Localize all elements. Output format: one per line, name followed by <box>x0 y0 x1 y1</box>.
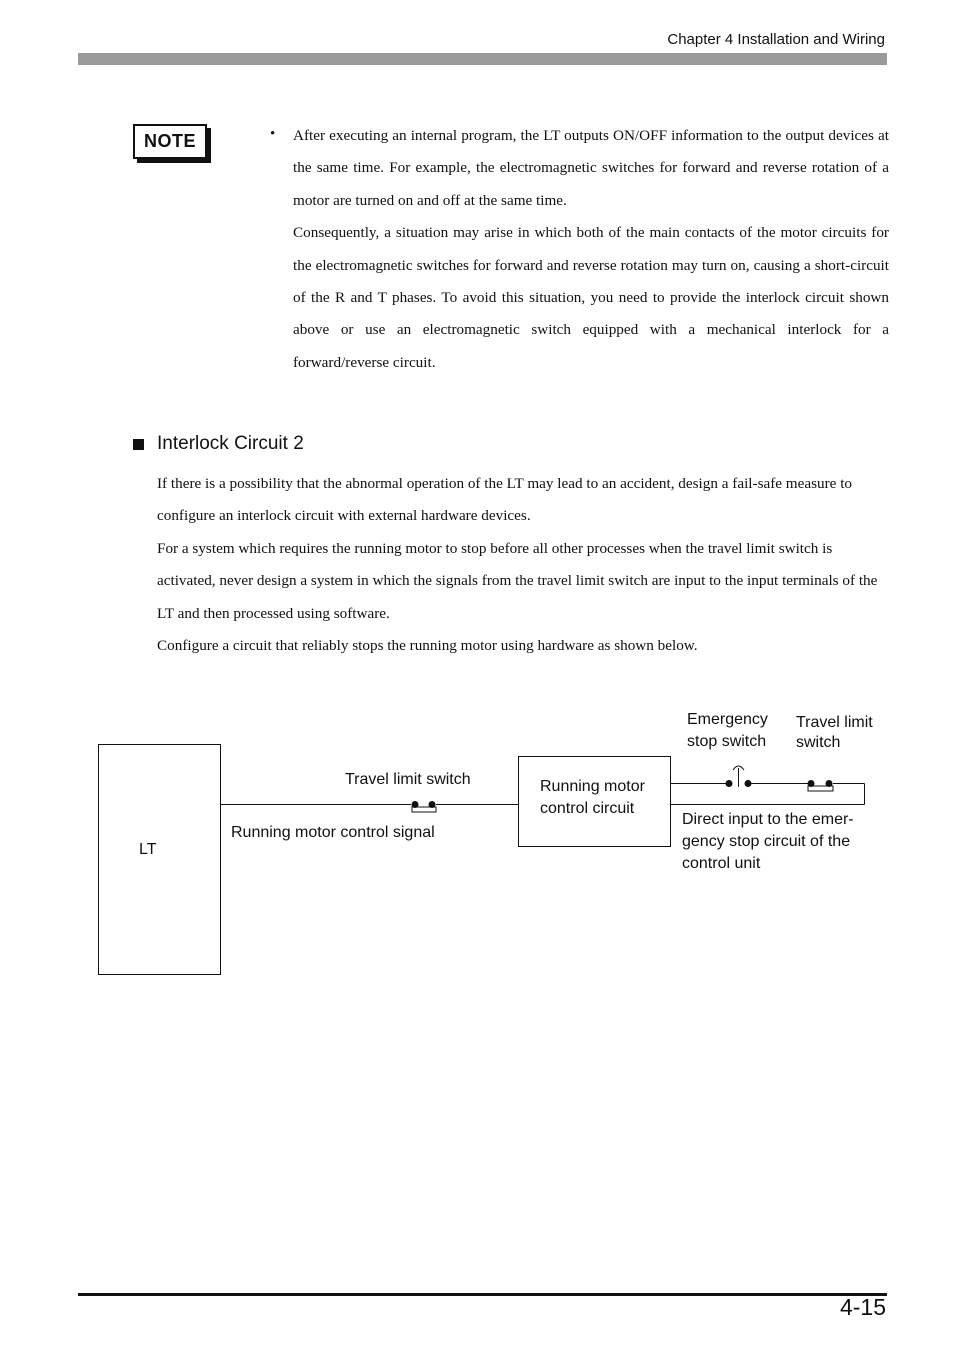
direct-input-label-line2: gency stop circuit of the <box>682 833 851 850</box>
note-paragraph: After executing an internal program, the LT outputs ON/OFF information to the output devices at the same time. For example, the electromagnetic switches for forward and reverse rotation of a motor are turned on and off at the same time. <box>293 127 889 209</box>
section-heading <box>133 433 304 455</box>
travel-limit-switch-label: Travel limit switch <box>345 771 471 788</box>
note-bullet: • <box>270 126 276 142</box>
emergency-stop-switch-symbol <box>726 766 752 787</box>
emergency-stop-label-line2: stop switch <box>687 733 767 750</box>
direct-input-label-line1: Direct input to the emer- <box>682 811 854 828</box>
lt-label: LT <box>139 841 157 858</box>
body-paragraph: Configure a circuit that reliably stops the running motor using hardware as shown below. <box>157 637 698 655</box>
direct-input-label-line3: control unit <box>682 855 761 872</box>
page-number: 4-15 <box>839 1294 886 1320</box>
chapter-header: Chapter 4 Installation and Wiring <box>667 31 885 48</box>
interlock-circuit-diagram <box>0 680 954 1000</box>
control-signal-label: Running motor control signal <box>231 824 435 841</box>
travel-limit-right-label-line1: Travel limit <box>796 714 873 731</box>
control-circuit-label-line2: control circuit <box>540 800 635 817</box>
travel-limit-switch-symbol <box>412 801 437 812</box>
control-circuit-label-line1: Running motor <box>540 778 645 795</box>
emergency-stop-label-line1: Emergency <box>687 711 768 728</box>
note-text <box>293 120 889 379</box>
footer-rule <box>78 1293 887 1296</box>
body-paragraph: For a system which requires the running motor to stop before all other processes when the travel limit switch is activated, never design a system in which the signals from the travel limit switch are input to the input terminals of the LT and then processed using software. <box>157 539 878 622</box>
travel-limit-switch-right-symbol <box>808 780 834 791</box>
square-bullet-icon <box>133 439 144 450</box>
section-body <box>157 468 887 662</box>
lt-box <box>99 745 221 975</box>
body-paragraph: If there is a possibility that the abnormal operation of the LT may lead to an accident, design a fail-safe measure to configure an interlock circuit with external hardware devices. <box>157 475 853 525</box>
travel-limit-right-label-line2: switch <box>796 734 841 751</box>
header-bar <box>78 53 887 65</box>
note-paragraph: Consequently, a situation may arise in which both of the main contacts of the motor circuits for the electromagnetic switches for forward and reverse rotation may turn on, causing a short-circuit of the R and T phases. To avoid this situation, you need to provide the interlock circuit shown above or use an electromagnetic switch equipped with a mechanical interlock for a forward/reverse circuit. <box>293 224 889 371</box>
section-heading-text: Interlock Circuit 2 <box>157 433 304 454</box>
note-badge: NOTE <box>133 124 207 159</box>
